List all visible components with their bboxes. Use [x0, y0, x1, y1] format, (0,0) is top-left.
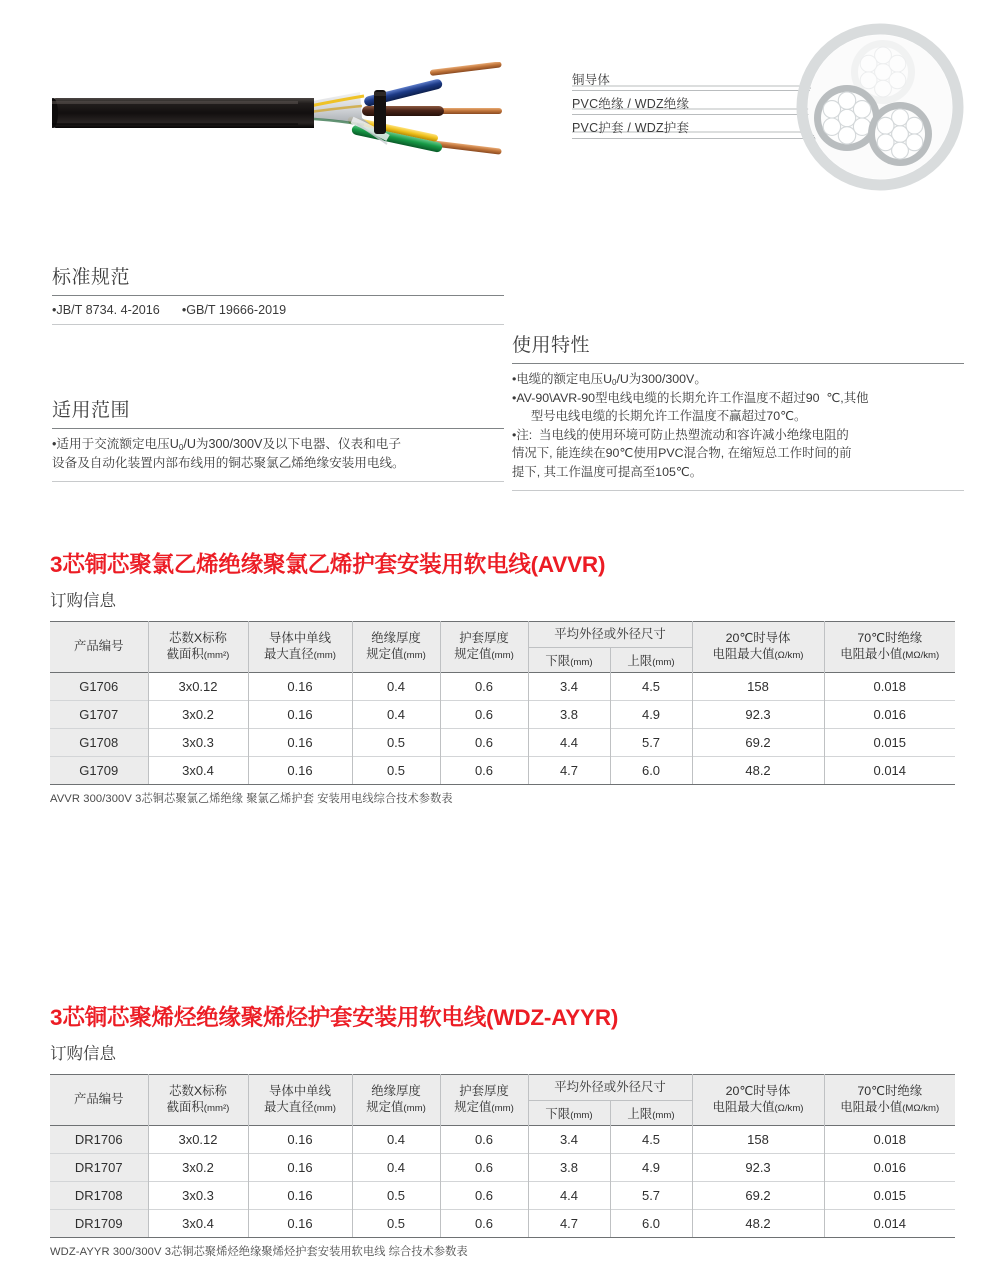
hero-illustration: [0, 0, 1000, 215]
cell-cross-section: 3x0.2: [148, 1153, 248, 1181]
th-od-max: 上限(mm): [610, 1101, 692, 1125]
cell-sheath: 0.6: [440, 1209, 528, 1237]
cell-product-code: DR1709: [50, 1209, 148, 1237]
product-title: 3芯铜芯聚烯烃绝缘聚烯烃护套安装用软电线(WDZ-AYYR): [50, 1005, 619, 1030]
cell-product-code: DR1708: [50, 1181, 148, 1209]
th-outer-diameter-group: 平均外径或外径尺寸: [528, 621, 692, 648]
cell-ins70: 0.018: [824, 1125, 955, 1153]
cell-od-min: 3.8: [528, 1153, 610, 1181]
cell-product-code: G1706: [50, 672, 148, 700]
usage-body: [512, 364, 964, 490]
usage-item-3: •注: 当电线的使用环境可防止热塑流动和容许减小绝缘电阻的 情况下, 能连续在90℃使用PVC混合物, 在缩短总工作时间的前 提下, 其工作温度可提高至105℃。: [512, 427, 852, 480]
usage-item-1: •电缆的额定电压$U_0/U$为300/300V。: [512, 372, 707, 387]
table-row: [50, 1153, 955, 1181]
cell-sheath: 0.6: [440, 1153, 528, 1181]
cell-od-min: 4.4: [528, 728, 610, 756]
cell-ins70: 0.016: [824, 1153, 955, 1181]
cell-od-min: 4.7: [528, 1209, 610, 1237]
th-resistance-20c: 20℃时导体 电阻最大值(Ω/km): [692, 621, 824, 672]
spec-table-body: [50, 1125, 955, 1237]
standard-item-2: •GB/T 19666-2019: [181, 303, 287, 317]
scope-heading: 适用范围: [52, 400, 131, 421]
th-insulation-resistance-70c: 70℃时绝缘 电阻最小值(MΩ/km): [824, 621, 955, 672]
cell-sheath: 0.6: [440, 672, 528, 700]
order-info-label: 订购信息: [50, 1044, 116, 1063]
standards-rule-bottom: [52, 324, 504, 325]
standard-item-1: •JB/T 8734. 4-2016: [52, 303, 160, 317]
callout-label: PVC绝缘 / WDZ绝缘: [572, 97, 690, 111]
spec-table-avvr: [50, 621, 955, 785]
standards-heading: 标准规范: [52, 267, 131, 288]
cell-wire-dia: 0.16: [248, 700, 352, 728]
cell-od-max: 5.7: [610, 1181, 692, 1209]
spec-table-body: [50, 672, 955, 784]
cell-wire-dia: 0.16: [248, 1125, 352, 1153]
cell-od-max: 4.9: [610, 700, 692, 728]
th-sheath-thickness: 护套厚度 规定值(mm): [440, 1074, 528, 1125]
th-cores-cross-section: 芯数X标称 截面积(mm²): [148, 621, 248, 672]
table-row: [50, 1209, 955, 1237]
table-caption: WDZ-AYYR 300/300V 3芯铜芯聚烯烃绝缘聚烯烃护套安装用软电线 综合技术参数表: [50, 1245, 468, 1258]
scope-bullet: •: [52, 437, 57, 451]
cell-wire-dia: 0.16: [248, 1209, 352, 1237]
cell-insul: 0.4: [352, 1125, 440, 1153]
table-row: [50, 1125, 955, 1153]
standards-section: [52, 262, 504, 325]
th-resistance-20c: 20℃时导体 电阻最大值(Ω/km): [692, 1074, 824, 1125]
cell-ins70: 0.014: [824, 756, 955, 784]
cell-insul: 0.5: [352, 1209, 440, 1237]
cell-od-min: 3.4: [528, 672, 610, 700]
callout-label: PVC护套 / WDZ护套: [572, 121, 690, 135]
th-outer-diameter-group: 平均外径或外径尺寸: [528, 1074, 692, 1101]
cell-cross-section: 3x0.2: [148, 700, 248, 728]
cell-res20: 158: [692, 1125, 824, 1153]
cell-ins70: 0.015: [824, 1181, 955, 1209]
cell-res20: 92.3: [692, 700, 824, 728]
binding-band: [374, 90, 386, 134]
scope-text: •适用于交流额定电压$U_0/U$为300/300V及以下电器、仪表和电子 设备及自动化装置内部布线用的铜芯聚氯乙烯绝缘安装用电线。: [52, 437, 405, 471]
cell-od-min: 4.4: [528, 1181, 610, 1209]
th-wire-diameter: 导体中单线 最大直径(mm): [248, 621, 352, 672]
cell-insul: 0.4: [352, 1153, 440, 1181]
scope-body: [52, 429, 504, 481]
cell-product-code: DR1706: [50, 1125, 148, 1153]
cable-cross-section-diagram: [795, 22, 965, 192]
cell-cross-section: 3x0.12: [148, 1125, 248, 1153]
cell-od-max: 4.5: [610, 1125, 692, 1153]
th-product-code: 产品编号: [50, 1074, 148, 1125]
th-insulation-resistance-70c: 70℃时绝缘 电阻最小值(MΩ/km): [824, 1074, 955, 1125]
product-section-avvr: [50, 552, 955, 806]
cell-cross-section: 3x0.4: [148, 1209, 248, 1237]
cell-ins70: 0.018: [824, 672, 955, 700]
cell-od-max: 4.9: [610, 1153, 692, 1181]
cell-wire-dia: 0.16: [248, 1181, 352, 1209]
table-row: [50, 756, 955, 784]
cable-jacket: [52, 98, 314, 128]
table-row: [50, 700, 955, 728]
cell-wire-dia: 0.16: [248, 728, 352, 756]
cell-product-code: G1709: [50, 756, 148, 784]
th-insulation-thickness: 绝缘厚度 规定值(mm): [352, 1074, 440, 1125]
cell-cross-section: 3x0.3: [148, 728, 248, 756]
usage-item-2: •AV-90\AVR-90型电线电缆的长期允许工作温度不超过90 ℃,其他 型号电线电缆的长期允许工作温度不赢超过70℃。: [512, 390, 869, 424]
th-product-code: 产品编号: [50, 621, 148, 672]
table-row: [50, 672, 955, 700]
product-section-wdz-ayyr: [50, 1005, 955, 1259]
scope-section: [52, 395, 504, 482]
cell-sheath: 0.6: [440, 700, 528, 728]
cell-sheath: 0.6: [440, 1181, 528, 1209]
usage-rule-bottom: [512, 490, 964, 491]
table-row: [50, 728, 955, 756]
standards-list: [52, 296, 504, 324]
cable-photo: [52, 62, 502, 177]
cell-insul: 0.5: [352, 1181, 440, 1209]
cell-res20: 48.2: [692, 1209, 824, 1237]
cell-wire-dia: 0.16: [248, 1153, 352, 1181]
cell-insul: 0.5: [352, 756, 440, 784]
cell-wire-dia: 0.16: [248, 672, 352, 700]
cell-product-code: DR1707: [50, 1153, 148, 1181]
product-title: 3芯铜芯聚氯乙烯绝缘聚氯乙烯护套安装用软电线(AVVR): [50, 552, 606, 577]
th-od-min: 下限(mm): [528, 648, 610, 672]
cell-ins70: 0.015: [824, 728, 955, 756]
cell-ins70: 0.016: [824, 700, 955, 728]
spec-table-wdz-ayyr: [50, 1074, 955, 1238]
th-insulation-thickness: 绝缘厚度 规定值(mm): [352, 621, 440, 672]
cell-sheath: 0.6: [440, 756, 528, 784]
scope-rule-bottom: [52, 481, 504, 482]
cell-cross-section: 3x0.4: [148, 756, 248, 784]
cell-res20: 69.2: [692, 728, 824, 756]
cell-res20: 48.2: [692, 756, 824, 784]
cell-od-max: 6.0: [610, 756, 692, 784]
th-wire-diameter: 导体中单线 最大直径(mm): [248, 1074, 352, 1125]
cell-res20: 158: [692, 672, 824, 700]
cell-res20: 92.3: [692, 1153, 824, 1181]
cell-ins70: 0.014: [824, 1209, 955, 1237]
usage-section: [512, 330, 964, 491]
usage-u-subscript: 0: [612, 378, 617, 387]
usage-heading: 使用特性: [512, 335, 591, 356]
cell-product-code: G1707: [50, 700, 148, 728]
cell-cross-section: 3x0.12: [148, 672, 248, 700]
cell-od-max: 4.5: [610, 672, 692, 700]
order-info-label: 订购信息: [50, 591, 116, 610]
cell-od-min: 4.7: [528, 756, 610, 784]
cell-wire-dia: 0.16: [248, 756, 352, 784]
cell-sheath: 0.6: [440, 728, 528, 756]
scope-u-subscript: 0: [178, 443, 184, 452]
cell-od-max: 6.0: [610, 1209, 692, 1237]
cell-insul: 0.4: [352, 672, 440, 700]
th-sheath-thickness: 护套厚度 规定值(mm): [440, 621, 528, 672]
cell-od-min: 3.8: [528, 700, 610, 728]
th-od-min: 下限(mm): [528, 1101, 610, 1125]
cell-cross-section: 3x0.3: [148, 1181, 248, 1209]
cell-insul: 0.5: [352, 728, 440, 756]
th-od-max: 上限(mm): [610, 648, 692, 672]
cell-od-min: 3.4: [528, 1125, 610, 1153]
cell-insul: 0.4: [352, 700, 440, 728]
cell-sheath: 0.6: [440, 1125, 528, 1153]
core-right: [868, 102, 932, 166]
table-row: [50, 1181, 955, 1209]
th-cores-cross-section: 芯数X标称 截面积(mm²): [148, 1074, 248, 1125]
cell-od-max: 5.7: [610, 728, 692, 756]
table-caption: AVVR 300/300V 3芯铜芯聚氯乙烯绝缘 聚氯乙烯护套 安装用电线综合技术参数表: [50, 792, 453, 805]
cell-product-code: G1708: [50, 728, 148, 756]
callout-label: 铜导体: [572, 73, 611, 87]
cell-res20: 69.2: [692, 1181, 824, 1209]
